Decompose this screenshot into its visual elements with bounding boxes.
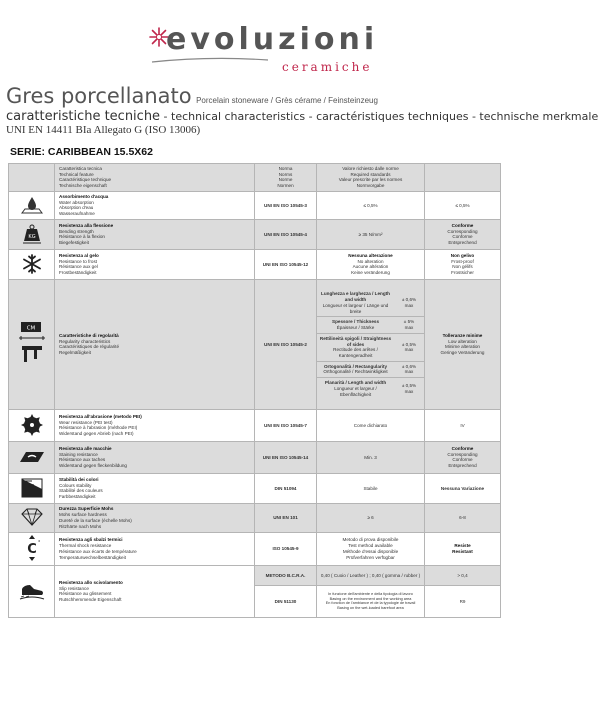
row-result: Non gelivo [450, 252, 475, 258]
table-row: Resistenza alle macchie Staining resistance Résistance aux taches Widerstand gegen fleckenbildung UNI EN ISO 10545-14 Min. 3 Conforme Corresponding Conforme Entsprechend [9, 441, 501, 473]
row-norm: UNI EN ISO 10545-12 [255, 249, 317, 279]
row-result: R9 [425, 585, 501, 617]
row-norm: METODO B.C.R.A. [255, 565, 317, 585]
page-title [6, 84, 378, 108]
row-title: Resistenza all'abrasione (metodo PEI) [59, 413, 142, 419]
row-norm: UNI EN ISO 10545-2 [255, 279, 317, 409]
row-result: Conforme [451, 445, 474, 451]
row-result: > 0,4 [425, 565, 501, 585]
table-row: Durezza Superficie Mohs Mohs surface hardness Dureté de la surface (échelle Mohs) Ritzhärte nach Mohs UNI EN 101 ≥ 6 6-8 [9, 503, 501, 532]
svg-text:C: C [26, 542, 37, 557]
table-row: Resistenza allo scivolamento Slip resistance Résistance au glissement Rutschhemmende Eigenschaft METODO B.C.R.A. 0,40 ( Cuoio / Leather ) ; 0,40 ( gomma / rubber ) > 0,4 [9, 565, 501, 585]
standard-reference: UNI EN 14411 BIa Allegato G (ISO 13006) [6, 124, 201, 136]
row-result: Tolleranze minime [442, 332, 483, 338]
table-row: C ° Resistenza agli sbalzi termici Thermal shock resistance Résistance aux écarts de température Temperaturwechselbeständigkeit ISO 10545-9 Metodo di prova disponibile Test method available Méthode d'essai disponible Prüfverfahren verfügbar Resiste Resistant [9, 532, 501, 565]
snowflake-icon [21, 253, 43, 275]
cm-badge: CM [26, 325, 35, 331]
row-title: Durezza Superficie Mohs [59, 506, 114, 512]
row-title: Resistenza allo scivolamento [59, 579, 123, 585]
subtable-row: Rettilineità spigoli / Straightness of sides Rectitude des arêtes / Kantengeradheit ± 0,5% max [317, 333, 424, 361]
title-main: Gres porcellanato [6, 84, 192, 108]
row-value: ≥ 35 N/mm² [317, 219, 425, 249]
table-row: KG Resistenza alla flessione Bending strength Résistance à la flexion Biegefestigkeit UNI EN ISO 10545-4 ≥ 35 N/mm² Conforme Corresponding Conforme Entsprechend [9, 219, 501, 249]
table-row: CM Caratteristiche di regolarità Regularity characteristics Caractéristiques de régularité Regelmäßigkeit UNI EN ISO 10545-2 Lunghezza e larghezza / Length and width Longueur et largeur / Länge und breite ± 0,6% max Spessore / Thickness Épaisseur / Stärke ± 5% max Rettilineità spigoli / Straightness of sides Rectitude des arêtes / Kantengeradheit ± 0,5% max Ortogonalità / Rectangularity Orthogonalité / Rechtwinkligkeit ± 0,6% max Planarità / Length and width Longueur et largeur / Ebenflächigkeit ± 0,5% max Tolleranze minime Low alteration Minime alteration Geringe Veränderung [9, 279, 501, 409]
row-value: Stabile [317, 473, 425, 503]
row-title: Stabilità dei colori [59, 476, 99, 482]
row-value: Nessuna alterazione [348, 252, 393, 258]
row-result: Conforme [451, 222, 474, 228]
row-norm: DIN 51094 [255, 473, 317, 503]
diamond-icon [20, 507, 44, 527]
subtitle-rest: - technical characteristics - caractéristiques techniques - technische merkmale [160, 110, 598, 123]
row-norm: ISO 10545-9 [255, 532, 317, 565]
table-row: Stabilità dei colori Colours stability Stabilité des couleurs Farbbeständigkeit DIN 51094 Stabile Nessuna Variazione [9, 473, 501, 503]
svg-text:°: ° [37, 540, 40, 546]
table-header: Caratteristica tecnica Technical feature Caractéristique technique Technische eigenschaft Norma Norms Norme Normen Valore richiesto dalle norme Required standards Valeur prescrite par les normes Normvorgabe [9, 164, 501, 192]
header-value: Valore richiesto dalle norme [342, 166, 399, 171]
row-title: Assorbimento d'acqua [59, 193, 109, 199]
row-title: Resistenza alla flessione [59, 222, 114, 228]
table-row: Resistenza all'abrasione (metodo PEI) Wear resistance (PEI test) Résistance à l'abrasion (méthode PEI) Widerstand gegen Abrieb (nach PEI) UNI EN ISO 10545-7 Come dichiarato IV [9, 409, 501, 441]
subtable-row: Planarità / Length and width Longueur et largeur / Ebenflächigkeit ± 0,5% max [317, 378, 424, 400]
row-title: Resistenza agli sbalzi termici [59, 537, 123, 543]
row-value: In funzione dell'ambiente e della tipologia di lavoro [328, 591, 413, 596]
table-row: Resistenza al gelo Resistance to frost Résistance aux gel Frostbeständigkeit UNI EN ISO 10545-12 Nessuna alterazione No alteration Aucune altération Keine veränderung Non gelivo Frost-proof Non gélifs Frostsicher [9, 249, 501, 279]
page-subtitle [6, 109, 598, 124]
table-row: Assorbimento d'acqua Water absorption Absorption d'eau Wasseraufnahme UNI EN ISO 10545-3 ≤ 0,5% ≤ 0,5% [9, 191, 501, 219]
thermal-shock-icon [21, 535, 43, 561]
shoe-slip-icon [18, 581, 46, 601]
svg-text:KG: KG [27, 233, 36, 240]
subtable-row: Ortogonalità / Rectangularity Orthogonalité / Rechtwinkligkeit ± 0,6% max [317, 361, 424, 377]
row-result: 6-8 [425, 503, 501, 532]
weight-kg-icon [21, 223, 43, 245]
row-norm: UNI EN ISO 10545-4 [255, 219, 317, 249]
spec-table [8, 163, 501, 618]
brand-subtitle: ceramiche [282, 60, 373, 74]
stain-icon [18, 448, 46, 466]
row-value: ≥ 6 [317, 503, 425, 532]
subtitle-lead: caratteristiche tecniche [6, 109, 161, 124]
row-result: Resiste [454, 543, 471, 549]
saw-blade-icon [21, 414, 43, 436]
row-title: Caratteristiche di regolarità [59, 332, 119, 338]
brand-wordmark: evoluzioni [166, 22, 379, 57]
row-norm: UNI EN 101 [255, 503, 317, 532]
row-norm: DIN 51130 [255, 585, 317, 617]
regularity-subtable [317, 289, 424, 399]
row-value: Metodo di prova disponibile [342, 537, 399, 543]
header-prop: Caratteristica tecnica [59, 166, 102, 171]
title-languages: Porcelain stoneware / Grès cérame / Feinsteinzeug [196, 96, 378, 105]
row-norm: UNI EN ISO 10545-7 [255, 409, 317, 441]
row-result: ≤ 0,5% [425, 191, 501, 219]
series-label: SERIE: CARIBBEAN 15.5X62 [10, 146, 153, 158]
swoosh-decoration [150, 56, 270, 66]
sun-rays-icon [20, 477, 44, 499]
row-value: 0,40 ( Cuoio / Leather ) ; 0,40 ( gomma / rubber ) [317, 565, 425, 585]
header-norm: Norma [278, 166, 293, 171]
row-result: IV [425, 409, 501, 441]
caliper-icon [17, 320, 47, 368]
row-title: Resistenza al gelo [59, 252, 99, 258]
row-value: ≤ 0,5% [317, 191, 425, 219]
brand-logo [0, 8, 508, 80]
subtable-row: Spessore / Thickness Épaisseur / Stärke ± 5% max [317, 317, 424, 333]
row-title: Resistenza alle macchie [59, 445, 112, 451]
row-norm: UNI EN ISO 10545-3 [255, 191, 317, 219]
table-row: DIN 51130 In funzione dell'ambiente e della tipologia di lavoro Basing on the environment and the working area En fonction de l'ambiance et de la typologie de travail Basing on the wet-loaded barefoot area R9 [9, 585, 501, 617]
row-value: Min. 3 [317, 441, 425, 473]
water-drop-icon [19, 195, 45, 215]
row-norm: UNI EN ISO 10545-14 [255, 441, 317, 473]
row-result: Nessuna Variazione [425, 473, 501, 503]
row-value: Come dichiarato [317, 409, 425, 441]
subtable-row: Lunghezza e larghezza / Length and width Longueur et largeur / Länge und breite ± 0,6% max [321, 291, 417, 314]
